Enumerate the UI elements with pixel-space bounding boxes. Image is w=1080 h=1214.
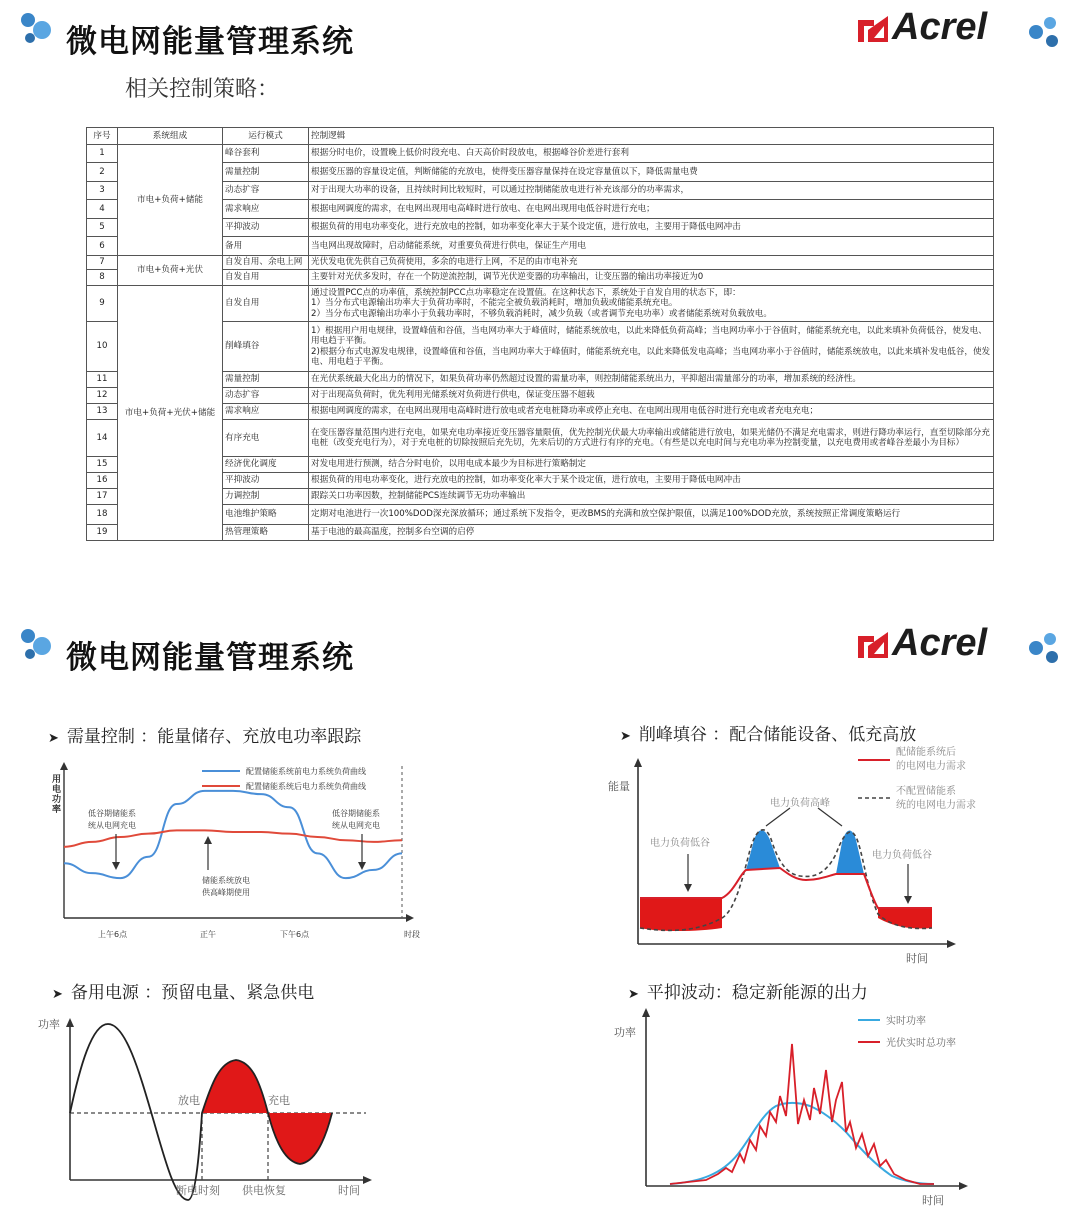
table-row <box>87 404 994 420</box>
brand-name: Acrel <box>892 622 988 664</box>
run-mode: 削峰填谷 <box>223 322 309 372</box>
down-arrow-icon <box>904 896 912 904</box>
run-mode: 热管理策略 <box>223 525 309 541</box>
legend-label-before: 配置储能系统前电力系统负荷曲线 <box>246 767 366 776</box>
run-mode: 动态扩容 <box>223 388 309 404</box>
row-number: 17 <box>87 489 118 505</box>
annotation-discharge: 储能系统放电 <box>202 876 250 885</box>
down-arrow-icon <box>112 862 120 870</box>
control-logic: 定期对电池进行一次100%DOD深充深放循环；通过系统下发指令，更改BMS的充满和放空保护限值，以满足100%DOD充放，系统按照正常调度策略运行 <box>309 505 994 525</box>
run-mode: 电池维护策略 <box>223 505 309 525</box>
brand-dots-icon <box>18 8 58 48</box>
legend-label-with-storage: 的电网电力需求 <box>896 761 966 772</box>
legend <box>202 766 366 791</box>
acrel-logo <box>856 8 1066 54</box>
control-logic: 根据电网调度的需求，在电网出现用电高峰时进行放电或者充电桩降功率或停止充电、在电网出现用电低谷时进行充电或者充电充电； <box>309 404 994 420</box>
y-axis-arrow-icon <box>60 762 68 770</box>
column-header: 序号 <box>87 128 118 145</box>
peak-fill-left <box>746 830 780 870</box>
page-title: 微电网能量管理系统 <box>66 24 354 60</box>
column-header: 运行模式 <box>223 128 309 145</box>
run-mode: 有序充电 <box>223 420 309 457</box>
y-axis-arrow-icon <box>642 1008 650 1017</box>
legend-label-after: 配置储能系统后电力系统负荷曲线 <box>246 782 366 791</box>
y-axis-label: 功率 <box>614 1026 636 1039</box>
run-mode: 经济优化调度 <box>223 457 309 473</box>
run-mode: 动态扩容 <box>223 182 309 200</box>
row-number: 14 <box>87 420 118 457</box>
table-row <box>87 145 994 163</box>
brand-dots-icon <box>18 624 58 664</box>
bullet-arrow-icon: ➤ <box>48 731 59 746</box>
control-logic: 在变压器容量范围内进行充电，如果充电功率接近变压器容量限值，优先控制光伏最大功率输出或储能进行放电，如果光储仍不满足充电需求，则进行降功率运行，直至切除部分充电桩（改变充电行为），对于充电桩的切除按照后充先切，先来后切的方式进行有序的充电。（有些是以充电时间与充电功率为控制变量，以充电费用或者峰谷差最小为目标） <box>309 420 994 457</box>
valley-fill-right <box>878 908 932 929</box>
table-row <box>87 473 994 489</box>
annotation-discharge: 放电 <box>178 1094 200 1107</box>
row-number: 18 <box>87 505 118 525</box>
annotation-valley-left: 电力负荷低谷 <box>650 838 710 849</box>
table-row <box>87 322 994 372</box>
control-logic: 根据负荷的用电功率变化，进行充放电的控制，如功率变化率大于某个设定值，进行放电，主要用于降低电网冲击 <box>309 219 994 237</box>
control-logic: 根据变压器的容量设定值，判断储能的充放电，使得变压器容量保持在设定容量值以下，降低需量电费 <box>309 163 994 182</box>
row-number: 15 <box>87 457 118 473</box>
y-axis-label: 能量 <box>608 780 630 793</box>
table-row <box>87 182 994 200</box>
x-axis-arrow-icon <box>947 940 956 948</box>
row-number: 12 <box>87 388 118 404</box>
peak-fill-right <box>836 830 864 874</box>
run-mode: 峰谷套利 <box>223 145 309 163</box>
row-number: 3 <box>87 182 118 200</box>
acrel-mark-icon <box>856 14 890 48</box>
x-tick-label: 正午 <box>200 930 216 939</box>
x-axis-label: 时间 <box>922 1194 944 1207</box>
run-mode: 需求响应 <box>223 404 309 420</box>
system-composition: 市电+负荷+储能 <box>118 145 223 256</box>
legend-label-original: 统的电网电力需求 <box>896 800 976 811</box>
control-logic: 根据分时电价，设置晚上低价时段充电、白天高价时段放电，根据峰谷价差进行套利 <box>309 145 994 163</box>
brand-dots-icon <box>1026 630 1066 666</box>
row-number: 9 <box>87 286 118 322</box>
bullet-arrow-icon: ➤ <box>628 987 639 1002</box>
row-number: 1 <box>87 145 118 163</box>
demand-control-chart <box>40 756 440 946</box>
annotation-arrow <box>818 808 842 826</box>
acrel-mark-icon <box>856 630 890 664</box>
row-number: 6 <box>87 237 118 256</box>
control-logic: 根据负荷的用电功率变化，进行充放电的控制，如功率变化率大于某个设定值，进行放电，主要用于降低电网冲击 <box>309 473 994 489</box>
bullet-arrow-icon: ➤ <box>52 987 63 1002</box>
annotation-peak: 电力负荷高峰 <box>770 798 830 809</box>
page-title: 微电网能量管理系统 <box>66 640 354 676</box>
run-mode: 自发自用 <box>223 286 309 322</box>
control-logic: 当电网出现故障时，启动储能系统，对重要负荷进行供电，保证生产用电 <box>309 237 994 256</box>
run-mode: 需量控制 <box>223 372 309 388</box>
smoothing-chart <box>610 1004 1000 1210</box>
series-line-realtime <box>670 1103 934 1184</box>
run-mode: 平抑波动 <box>223 219 309 237</box>
series-line-after <box>64 830 402 846</box>
ylabel-char: 用电功率 <box>52 775 62 815</box>
row-number: 4 <box>87 200 118 219</box>
control-logic: 主要针对光伏多发时，存在一个防逆流控制，调节光伏逆变器的功率输出，让变压器的输出功率接近为0 <box>309 270 994 286</box>
section-subtitle: 相关控制策略： <box>125 77 280 102</box>
y-axis-arrow-icon <box>634 758 642 767</box>
row-number: 8 <box>87 270 118 286</box>
control-logic: 在光伏系统最大化出力的情况下，如果负荷功率仍然超过设置的需量功率，则控制储能系统出力，平抑超出需量部分的功率，增加系统的经济性。 <box>309 372 994 388</box>
control-logic: 根据电网调度的需求，在电网出现用电高峰时进行放电、在电网出现用电低谷时进行充电； <box>309 200 994 219</box>
chart-title-backup: ➤ 备用电源 ：预留电量、紧急供电 <box>52 983 315 1003</box>
table-row <box>87 163 994 182</box>
table-row <box>87 388 994 404</box>
table-row <box>87 505 994 525</box>
backup-power-chart <box>36 1004 376 1204</box>
run-mode: 需量控制 <box>223 163 309 182</box>
x-tick-label: 断电时刻 <box>176 1184 220 1197</box>
brand-dots-icon <box>1026 14 1066 50</box>
chart-title-demand: ➤ 需量控制 ：能量储存、充放电功率跟踪 <box>48 727 362 747</box>
annotation-valley-right: 电力负荷低谷 <box>872 850 932 861</box>
table-row <box>87 237 994 256</box>
brand-name: Acrel <box>892 6 988 48</box>
table-row <box>87 219 994 237</box>
y-axis-label <box>52 773 61 815</box>
up-arrow-icon <box>204 836 212 844</box>
run-mode: 平抑波动 <box>223 473 309 489</box>
row-number: 19 <box>87 525 118 541</box>
system-composition: 市电+负荷+光伏 <box>118 256 223 286</box>
y-axis-arrow-icon <box>66 1018 74 1027</box>
legend-label-original: 不配置储能系 <box>896 786 956 797</box>
column-header: 控制逻辑 <box>309 128 994 145</box>
down-arrow-icon <box>684 884 692 892</box>
x-tick-label: 上午6点 <box>98 930 128 939</box>
annotation-arrow <box>766 808 790 826</box>
run-mode: 需求响应 <box>223 200 309 219</box>
table-row <box>87 525 994 541</box>
annotation-valley-right: 低谷期储能系 <box>332 809 380 818</box>
table-row <box>87 489 994 505</box>
table-row <box>87 200 994 219</box>
page2-header <box>0 616 1080 686</box>
table-row <box>87 420 994 457</box>
row-number: 13 <box>87 404 118 420</box>
peak-shaving-chart <box>600 742 1000 966</box>
table-row <box>87 286 994 322</box>
control-logic: 跟踪关口功率因数，控制储能PCS连续调节无功功率输出 <box>309 489 994 505</box>
x-axis-label: 时间 <box>338 1184 360 1197</box>
legend-label-with-storage: 配储能系统后 <box>896 747 956 758</box>
run-mode: 备用 <box>223 237 309 256</box>
run-mode: 自发自用、余电上网 <box>223 256 309 270</box>
chart-title-smooth: ➤ 平抑波动：稳定新能源的出力 <box>628 983 868 1003</box>
control-logic: 对于出现大功率的设备，且持续时间比较短时，可以通过控制储能放电进行补充该部分的功率需求， <box>309 182 994 200</box>
annotation-charge: 充电 <box>268 1094 290 1107</box>
control-logic: 通过设置PCC点的功率值，系统控制PCC点功率稳定在设置值。在这种状态下，系统处于自发自用的状态下，即： 1）当分布式电源输出功率大于负荷功率时，不能完全被负载消耗时，增加负载或储能系统充电。 2）当分布式电源输出功率小于负载功率时，不够负载消耗时，减少负载（或者调节充电功率）或者储能系统对负载放电。 <box>309 286 994 322</box>
chart-title-peak: ➤ 削峰填谷 ：配合储能设备、低充高放 <box>620 725 917 745</box>
row-number: 10 <box>87 322 118 372</box>
row-number: 7 <box>87 256 118 270</box>
legend-label-realtime: 实时功率 <box>886 1016 926 1027</box>
table-row <box>87 457 994 473</box>
table-row <box>87 372 994 388</box>
acrel-logo <box>856 624 1066 670</box>
row-number: 5 <box>87 219 118 237</box>
y-axis-label: 功率 <box>38 1018 60 1031</box>
x-axis-label: 时段 <box>404 930 420 939</box>
annotation-valley-right: 统从电网充电 <box>332 821 380 830</box>
x-axis-label: 时间 <box>906 952 928 965</box>
column-header: 系统组成 <box>118 128 223 145</box>
system-composition: 市电+负荷+光伏+储能 <box>118 286 223 541</box>
row-number: 2 <box>87 163 118 182</box>
annotation-valley-left: 统从电网充电 <box>88 821 136 830</box>
x-axis-arrow-icon <box>363 1176 372 1184</box>
table-row <box>87 270 994 286</box>
down-arrow-icon <box>358 862 366 870</box>
x-axis-arrow-icon <box>406 914 414 922</box>
control-strategy-table <box>86 127 994 541</box>
control-logic: 对发电用进行预测，结合分时电价，以用电成本最少为目标进行策略制定 <box>309 457 994 473</box>
control-logic: 对于出现高负荷时，优先利用光储系统对负荷进行供电，保证变压器不超载 <box>309 388 994 404</box>
run-mode: 自发自用 <box>223 270 309 286</box>
control-logic: 1）根据用户用电规律，设置峰值和谷值，当电网功率大于峰值时，储能系统放电，以此来降低负荷高峰；当电网功率小于谷值时，储能系统充电，以此来填补负荷低谷，使发电、用电趋于平衡。 2)根据分布式电源发电规律，设置峰值和谷值，当电网功率大于峰值时，储能系统充电，以此来降低发电高峰；当电网功率小于谷值时，储能系统放电，以此来填补发电低谷，使发电、用电趋于平衡。 <box>309 322 994 372</box>
table-row <box>87 256 994 270</box>
annotation-valley-left: 低谷期储能系 <box>88 809 136 818</box>
charge-fill <box>268 1113 332 1164</box>
power-curve <box>70 1024 332 1200</box>
bullet-arrow-icon: ➤ <box>620 729 631 744</box>
x-tick-label: 供电恢复 <box>242 1184 286 1197</box>
control-logic: 光伏发电优先供自己负荷使用，多余的电进行上网，不足的由市电补充 <box>309 256 994 270</box>
row-number: 11 <box>87 372 118 388</box>
x-tick-label: 下午6点 <box>280 930 310 939</box>
page1-header <box>0 0 1080 70</box>
control-logic: 基于电池的最高温度，控制多台空调的启停 <box>309 525 994 541</box>
legend-label-pv: 光伏实时总功率 <box>886 1038 956 1049</box>
valley-fill-left <box>640 898 722 931</box>
run-mode: 力调控制 <box>223 489 309 505</box>
series-line-pv <box>670 1044 934 1184</box>
x-axis-arrow-icon <box>959 1182 968 1190</box>
row-number: 16 <box>87 473 118 489</box>
annotation-discharge: 供高峰期使用 <box>202 888 250 897</box>
table-header-row <box>87 128 994 145</box>
